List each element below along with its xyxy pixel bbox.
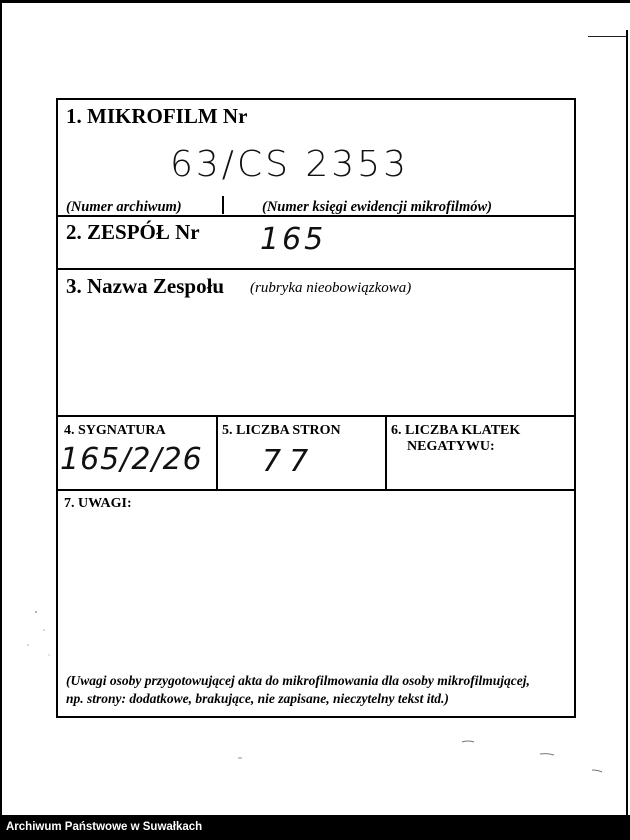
- register-number-caption: (Numer księgi ewidencji mikrofilmów): [262, 199, 492, 215]
- section-3-label: 3. Nazwa Zespołu: [66, 274, 225, 298]
- microfilm-record-card: [56, 98, 576, 718]
- column-divider-2: [385, 415, 387, 489]
- section-5-label: 5. LICZBA STRON: [222, 423, 341, 438]
- section-6-label-line2: NEGATYWU:: [407, 439, 495, 454]
- caption-divider: [222, 196, 224, 214]
- column-divider-1: [216, 415, 218, 489]
- section-1-label: 1. MIKROFILM Nr: [66, 104, 248, 128]
- archive-number-caption: (Numer archiwum): [66, 199, 182, 215]
- fonds-number-handwritten: 165: [260, 222, 327, 257]
- archive-footer: Archiwum Państwowe w Suwałkach: [0, 815, 630, 840]
- notes-instructions-line2: np. strony: dodatkowe, brakujące, nie zapisane, nieczytelny tekst itd.): [66, 691, 449, 706]
- notes-instructions: [66, 672, 576, 708]
- section-4-label: 4. SYGNATURA: [64, 423, 166, 438]
- divider-3: [58, 415, 574, 417]
- divider-2: [58, 268, 574, 270]
- section-6-label-line1: 6. LICZBA KLATEK: [391, 423, 521, 438]
- page-count-handwritten: 77: [262, 444, 317, 479]
- divider-1: [58, 215, 574, 217]
- section-2-label: 2. ZESPÓŁ Nr: [66, 220, 200, 244]
- notes-instructions-line1: (Uwagi osoby przygotowującej akta do mikrofilmowania dla osoby mikrofilmującej,: [66, 673, 530, 688]
- microfilm-number-handwritten: 63/CS 2353: [170, 144, 409, 185]
- divider-4: [58, 489, 574, 491]
- section-7-label: 7. UWAGI:: [64, 496, 132, 511]
- section-3-hint: (rubryka nieobowiązkowa): [250, 280, 412, 296]
- signature-number-handwritten: 165/2/26: [60, 442, 203, 477]
